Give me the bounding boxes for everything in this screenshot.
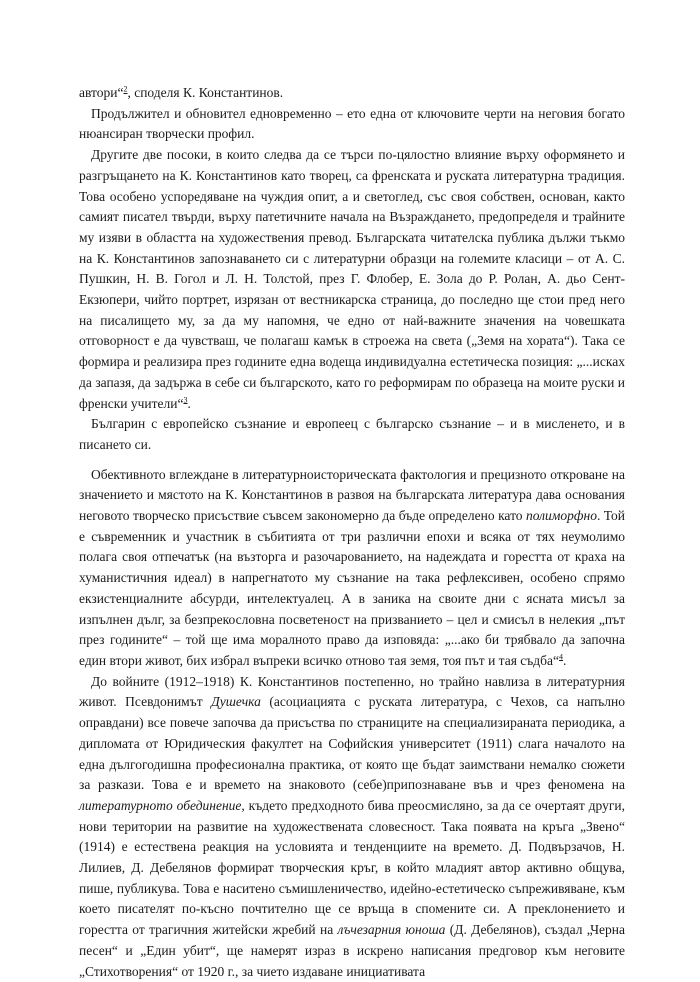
text-run: . Той е съвременник и участник в събитията от три различни епохи и всяка от тях неумолимо полага своя отпечатък (на възторга и разочарованието, на надеждата и горестта от краха на хуманистичния идеал) в напрегнатото му съзнание на така рефлексивен, особено спрямо екзистенциалните абсурди, интелектуалец. А в заника на своите дни с ясната мисъл за изпълнен дълг, за безпрекословна посветеност на призванието – цел и смисъл в нелекия „път през годините“ – той ще има моралното право да изповяда: „...ако би трябвало да започна един втори живот, бих избрал въпреки всичко отново тая земя, тоя път и тая съдба“: [79, 508, 625, 668]
paragraph-3: [79, 145, 625, 414]
paragraph-6: [79, 672, 625, 982]
text-run: Обективното вглеждане в литературноисторическата фактология и прецизното откроване на значението и мястото на К. Константинов в развоя на българската литература дава основания неговото творческо присъствие съвсем закономерно да бъде определено като: [79, 466, 625, 524]
text-run: Българин с европейско съзнание и европеец с българско съзнание – и в мисленето, и в писането си.: [79, 416, 625, 452]
italic-epithet: лъчезарния юноша: [337, 922, 446, 938]
italic-term-polymorphic: полиморфно: [526, 508, 597, 524]
paragraph-2: [79, 104, 625, 145]
paragraph-4: [79, 414, 625, 455]
text-run: Другите две посоки, в които следва да се търси по-цялостно влияние върху оформянето и разгръщането на К. Константинов като творец, са френската и руската литературна традиция. Това особено успоредяване на чуждия опит, а и светоглед, със своя собствен, основан, както самият писател твърди, върху патетичните начала на Възраждането, предопределя и трайните му изяви в областта на художествения превод. Българската читателска публика дължи тъкмо на К. Константинов запознаването си с литературни образци на големите класици – от А. С. Пушкин, Н. В. Гогол и Л. Н. Толстой, през Г. Флобер, Е. Зола до Р. Ролан, А. дьо Сент-Екзюпери, чийто портрет, изрязан от вестникарска страница, до последно ще стои пред него на писалището му, за да му напомня, че едно от най-важните значения на човешката отговорност е да чувстваш, че полагаш камък в строежа на света („Земя на хората“). Така се формира и реализира през годините една водеща индивидуална естетическа позиция: „...исках да запазя, да задържа в себе си българското, като го реформирам по образеца на моите руски и френски учители“: [79, 147, 625, 411]
italic-term-literary-association: литературното обединение: [79, 797, 242, 813]
footnote-ref-2[interactable]: 2: [123, 84, 128, 94]
text-run: , споделя К. Константинов.: [127, 85, 284, 100]
text-run: (Д. Дебелянов), създал „Черна песен“ и „Един убит“, ще намерят израз в искрено написания предговор към неговите „Стихотворения“ от 1920 г., за чието издаване инициативата: [79, 922, 625, 979]
text-run: автори“: [79, 85, 124, 100]
text-run: .: [563, 652, 567, 668]
italic-pseudonym: Душечка: [211, 694, 261, 710]
footnote-ref-4[interactable]: 4: [559, 652, 564, 662]
text-run: , където предходното бива преосмисляно, за да се очертаят други, нови територии на развитие на художествената словесност. Така появата на кръга „Звено“ (1914) е естествена реакция на условията и тенденциите на времето. Д. Подвързачов, Н. Лилиев, Д. Дебелянов формират творческия кръг, в който младият автор активно общува, пише, публикува. Това е наситено съмишленичество, идейно-естетическо съпреживяване, към което писателят по-късно почтително ще се връща в спомените си. А преклонението и горестта от трагичния житейски жребий на: [79, 797, 625, 938]
text-run: Продължител и обновител едновременно – ето една от ключовите черти на неговия богато нюансиран творчески профил.: [79, 105, 625, 142]
document-page: [79, 83, 625, 982]
text-run: До войните (1912–1918) К. Константинов постепенно, но трайно навлиза в литературния живот. Псевдонимът: [79, 673, 625, 710]
paragraph-5: [79, 465, 625, 672]
text-run: .: [187, 395, 191, 411]
text-run: (асоциацията с руската литература, с Чехов, са напълно оправдани) все повече започва да присъства по страниците на специализираната периодика, а дипломата от Юридическия факултет на Софийския университет (1911) слага началото на една дългогодишна професионална практика, от която ще бъдат заимствани немалко сюжети за разкази. Това е и времето на знаковото (себе)припознаване във и чрез феномена на: [79, 694, 626, 793]
footnote-ref-3[interactable]: 3: [183, 395, 188, 405]
paragraph-1: [79, 83, 625, 104]
